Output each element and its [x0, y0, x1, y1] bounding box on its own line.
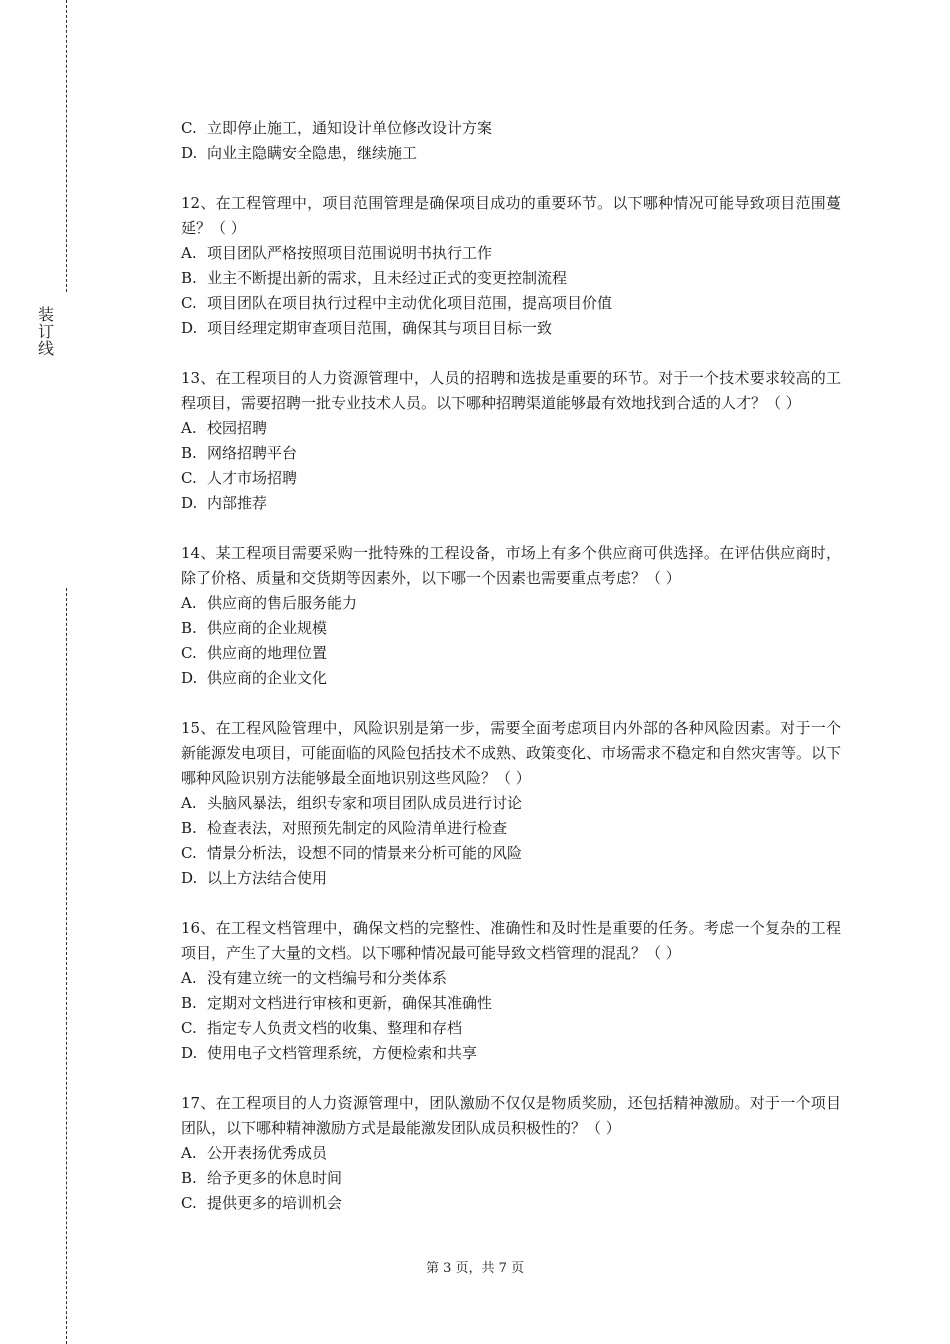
option-line: C. 人才市场招聘 — [181, 469, 298, 487]
question-16 — [181, 916, 841, 1066]
option-line: B. 网络招聘平台 — [181, 444, 298, 462]
binding-label — [36, 306, 56, 357]
option-line: A. 项目团队严格按照项目范围说明书执行工作 — [181, 244, 493, 262]
option-line: C. 指定专人负责文档的收集、整理和存档 — [181, 1019, 463, 1037]
binding-char: 线 — [37, 339, 54, 358]
option-line: D. 项目经理定期审查项目范围，确保其与项目目标一致 — [181, 319, 553, 337]
question-17 — [181, 1091, 841, 1216]
question-stem: 14、某工程项目需要采购一批特殊的工程设备，市场上有多个供应商可供选择。在评估供应商时，除了价格、质量和交货期等因素外，以下哪一个因素也需要重点考虑？（ ） — [181, 544, 841, 587]
option-line: B. 定期对文档进行审核和更新，确保其准确性 — [181, 994, 493, 1012]
option-line: D. 使用电子文档管理系统，方便检索和共享 — [181, 1044, 478, 1062]
question-14 — [181, 541, 841, 691]
question-stem: 15、在工程风险管理中，风险识别是第一步，需要全面考虑项目内外部的各种风险因素。对于一个新能源发电项目，可能面临的风险包括技术不成熟、政策变化、市场需求不稳定和自然灾害等。以下哪种风险识别方法能够最全面地识别这些风险？（ ） — [181, 719, 842, 787]
option-line: A. 供应商的售后服务能力 — [181, 594, 358, 612]
option-line: C. 立即停止施工，通知设计单位修改设计方案 — [181, 119, 493, 137]
question-stem: 12、在工程管理中，项目范围管理是确保项目成功的重要环节。以下哪种情况可能导致项目范围蔓延？（ ） — [181, 194, 841, 237]
question-13 — [181, 366, 841, 516]
binding-char: 订 — [37, 322, 54, 341]
binding-line-bottom — [66, 588, 67, 1344]
option-line: D. 向业主隐瞒安全隐患，继续施工 — [181, 144, 418, 162]
option-line: C. 项目团队在项目执行过程中主动优化项目范围，提高项目价值 — [181, 294, 613, 312]
option-line: B. 业主不断提出新的需求，且未经过正式的变更控制流程 — [181, 269, 568, 287]
option-line: A. 没有建立统一的文档编号和分类体系 — [181, 969, 448, 987]
option-line: C. 情景分析法，设想不同的情景来分析可能的风险 — [181, 844, 523, 862]
option-line: C. 供应商的地理位置 — [181, 644, 328, 662]
option-line: A. 校园招聘 — [181, 419, 268, 437]
question-15 — [181, 716, 841, 891]
option-line: D. 以上方法结合使用 — [181, 869, 328, 887]
carryover-options — [181, 116, 841, 166]
option-line: B. 给予更多的休息时间 — [181, 1169, 343, 1187]
question-stem: 16、在工程文档管理中，确保文档的完整性、准确性和及时性是重要的任务。考虑一个复杂的工程项目，产生了大量的文档。以下哪种情况最可能导致文档管理的混乱？（ ） — [181, 919, 841, 962]
binding-line-top — [66, 0, 67, 292]
question-stem: 17、在工程项目的人力资源管理中，团队激励不仅仅是物质奖励，还包括精神激励。对于一个项目团队，以下哪种精神激励方式是最能激发团队成员积极性的？（ ） — [181, 1094, 841, 1137]
option-line: D. 内部推荐 — [181, 494, 268, 512]
option-line: B. 供应商的企业规模 — [181, 619, 328, 637]
question-stem: 13、在工程项目的人力资源管理中，人员的招聘和选拔是重要的环节。对于一个技术要求较高的工程项目，需要招聘一批专业技术人员。以下哪种招聘渠道能够最有效地找到合适的人才？（ ） — [181, 369, 841, 412]
option-line: B. 检查表法，对照预先制定的风险清单进行检查 — [181, 819, 508, 837]
page-number: 第 3 页，共 7 页 — [425, 1261, 525, 1276]
binding-char: 装 — [37, 305, 54, 324]
question-content — [181, 116, 841, 1216]
option-line: C. 提供更多的培训机会 — [181, 1194, 343, 1212]
option-line: A. 公开表扬优秀成员 — [181, 1144, 328, 1162]
option-line: D. 供应商的企业文化 — [181, 669, 328, 687]
question-12 — [181, 191, 841, 341]
option-line: A. 头脑风暴法，组织专家和项目团队成员进行讨论 — [181, 794, 523, 812]
